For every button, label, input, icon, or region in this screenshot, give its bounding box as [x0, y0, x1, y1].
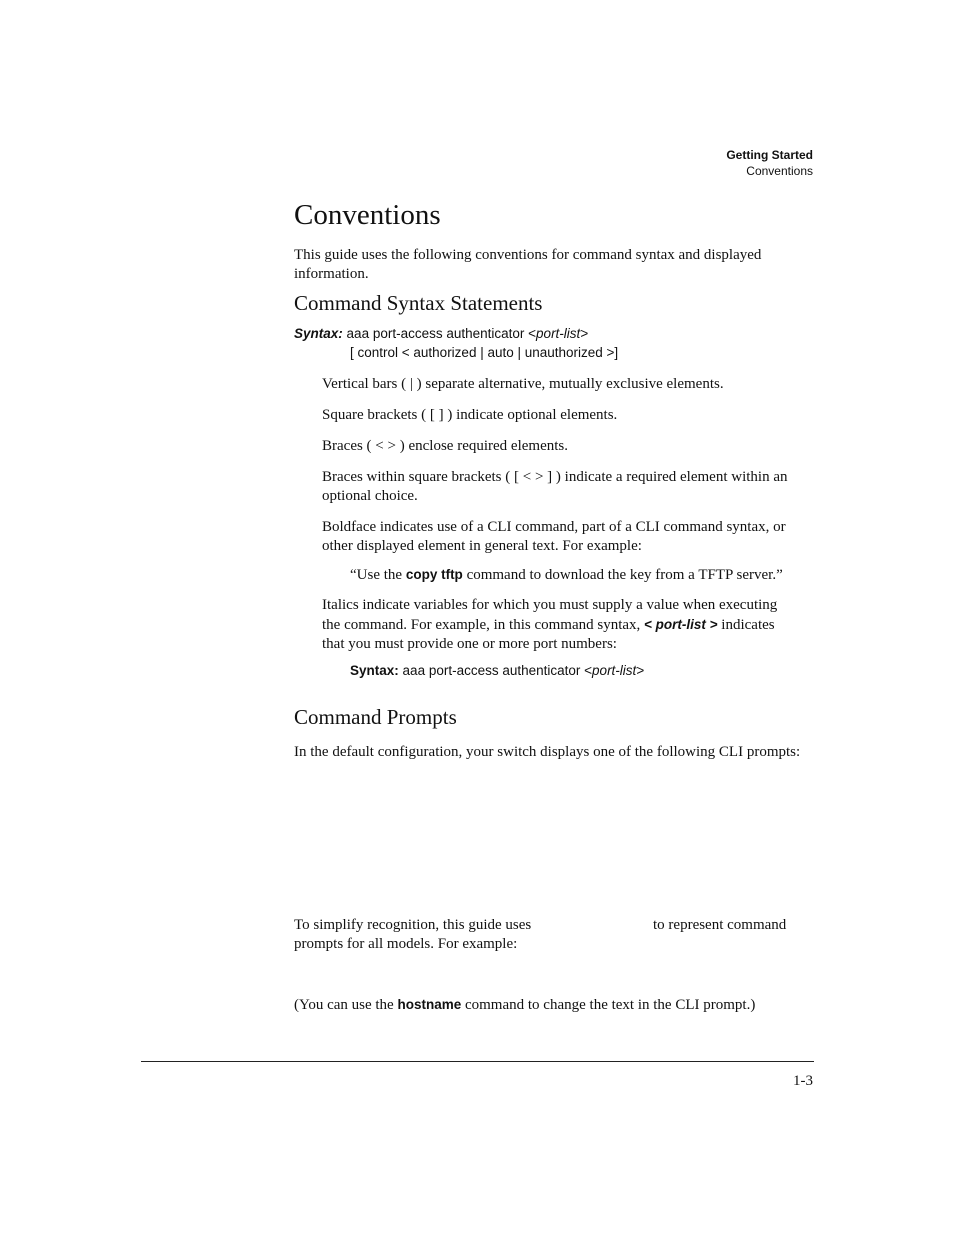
footer-rule — [141, 1061, 814, 1062]
hostname-post: command to change the text in the CLI prompt.) — [461, 997, 756, 1013]
simplify-text-line2: prompts for all models. For example: — [294, 936, 518, 952]
braces-paragraph: Braces ( < > ) enclose required elements. — [322, 438, 568, 454]
syntax-close: > — [580, 326, 589, 341]
hostname-pre: (You can use the — [294, 997, 398, 1013]
boldface-paragraph: Boldface indicates use of a CLI command, part of a CLI command syntax, or other displayed element in general text. For example: — [322, 519, 786, 554]
simplify-text-start: To simplify recognition, this guide uses — [294, 917, 532, 933]
example-post: command to download the key from a TFTP server.” — [462, 567, 783, 583]
syntax2-label: Syntax: — [350, 663, 399, 678]
syntax-section-heading: Command Syntax Statements — [294, 291, 543, 315]
italics-pre: Italics indicate variables for which you must supply a value when executing the command. For example, in this command syntax, — [322, 597, 778, 633]
square-brackets-paragraph: Square brackets ( [ ] ) indicate optional elements. — [322, 407, 618, 423]
page-title: Conventions — [294, 199, 441, 231]
running-header-section: Conventions — [746, 164, 813, 178]
syntax-label: Syntax: — [294, 326, 343, 341]
syntax2-command: aaa port-access authenticator < — [402, 663, 593, 678]
hostname-command: hostname — [397, 997, 462, 1012]
running-header-chapter: Getting Started — [726, 148, 813, 162]
italics-paragraph — [322, 596, 792, 654]
prompts-section-heading: Command Prompts — [294, 705, 457, 729]
hostname-paragraph — [294, 995, 755, 1015]
page-number: 1-3 — [793, 1073, 813, 1089]
syntax-line-2: [ control < authorized | auto | unauthorized >] — [350, 345, 619, 360]
boldface-example — [350, 565, 783, 585]
example-pre: “Use the — [350, 567, 406, 583]
vertical-bars-paragraph: Vertical bars ( | ) separate alternative, mutually exclusive elements. — [322, 376, 724, 392]
syntax-statement-example — [350, 663, 644, 678]
italics-post: indicates that you must provide one or more port numbers: — [322, 617, 775, 652]
default-config-paragraph: In the default configuration, your switch displays one of the following CLI prompts: — [294, 744, 801, 760]
syntax2-variable: port-list — [592, 663, 637, 678]
simplify-text-end: to represent command — [653, 917, 787, 933]
syntax-command: aaa port-access authenticator < — [346, 326, 537, 341]
syntax-variable: port-list — [536, 326, 581, 341]
braces-within-paragraph: Braces within square brackets ( [ < > ] ) indicate a required element within an optional choice. — [322, 469, 788, 504]
example-command: copy tftp — [405, 567, 463, 582]
italics-variable: < port-list > — [644, 617, 718, 632]
syntax2-close: > — [636, 663, 645, 678]
syntax-statement — [294, 326, 588, 341]
intro-paragraph: This guide uses the following conventions for command syntax and displayed information. — [294, 247, 762, 282]
